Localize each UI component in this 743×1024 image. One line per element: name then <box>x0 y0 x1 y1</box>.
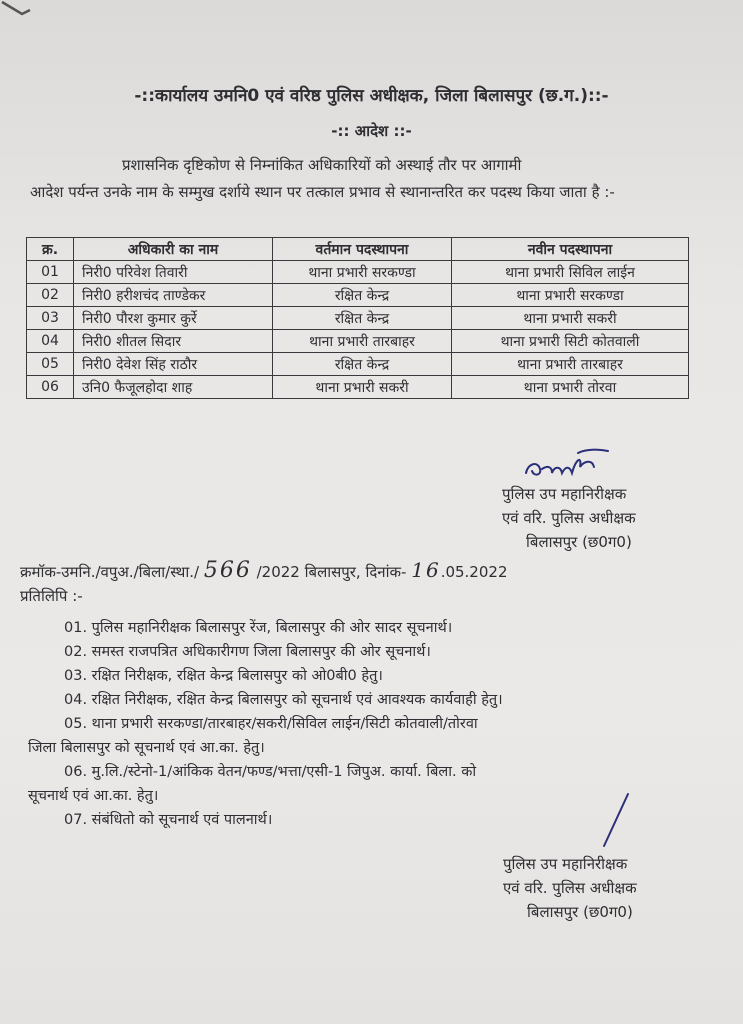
list-item: 04. रक्षित निरीक्षक, रक्षित केन्द्र बिलासपुर को सूचनार्थ एवं आवश्यक कार्यवाही हेतु। <box>64 692 503 708</box>
list-item: 06. मु.लि./स्टेनो-1/आंकिक वेतन/फण्ड/भत्ता/एसी-1 जिपुअ. कार्या. बिला. को <box>64 764 477 780</box>
reference-day: 16 <box>411 558 441 582</box>
table-row <box>27 353 689 376</box>
signatory-line-3: बिलासपुर (छ0ग0) <box>527 903 633 921</box>
table-header-row <box>27 238 689 261</box>
table-row <box>27 330 689 353</box>
reference-suffix: .05.2022 <box>440 563 508 581</box>
cell-current-posting: थाना प्रभारी तारबाहर <box>273 330 452 353</box>
table-row <box>27 284 689 307</box>
cell-serial: 05 <box>27 353 74 376</box>
list-item: 01. पुलिस महानिरीक्षक बिलासपुर रेंज, बिलासपुर की ओर सादर सूचनार्थ। <box>64 620 453 636</box>
order-heading: -:: आदेश ::- <box>331 122 412 140</box>
intro-rest: आदेश पर्यन्त उनके नाम के सम्मुख दर्शाये स्थान पर तत्काल प्रभाव से स्थानान्तरित कर पदस्थ किया जाता है :- <box>30 183 615 201</box>
cell-officer-name: निरी0 शीतल सिदार <box>74 330 273 353</box>
table-row <box>27 376 689 399</box>
signatory-line-3: बिलासपुर (छ0ग0) <box>526 533 632 551</box>
office-title: -::कार्यालय उमनि0 एवं वरिष्ठ पुलिस अधीक्षक, जिला बिलासपुर (छ.ग.)::- <box>134 86 609 106</box>
cell-officer-name: निरी0 हरीशचंद ताण्डेकर <box>74 284 273 307</box>
transfer-table <box>26 237 689 399</box>
cell-officer-name: उनि0 फैजूलहोदा शाह <box>74 376 273 399</box>
cell-current-posting: रक्षित केन्द्र <box>273 307 452 330</box>
list-item: 02. समस्त राजपत्रित अधिकारीगण जिला बिलासपुर की ओर सूचनार्थ। <box>64 644 431 660</box>
col-serial: क्र. <box>27 238 74 261</box>
cell-current-posting: रक्षित केन्द्र <box>273 284 452 307</box>
cell-serial: 01 <box>27 261 74 284</box>
cell-officer-name: निरी0 देवेश सिंह राठौर <box>74 353 273 376</box>
col-new-posting: नवीन पदस्थापना <box>452 238 689 261</box>
col-officer-name: अधिकारी का नाम <box>74 238 273 261</box>
list-item: 05. थाना प्रभारी सरकण्डा/तारबाहर/सकरी/सिविल लाईन/सिटी कोतवाली/तोरवा <box>64 716 478 732</box>
cell-new-posting: थाना प्रभारी तारबाहर <box>452 353 689 376</box>
signatory-block-2 <box>503 852 637 924</box>
staple-mark <box>0 0 40 20</box>
cell-serial: 04 <box>27 330 74 353</box>
list-item-continuation: जिला बिलासपुर को सूचनार्थ एवं आ.का. हेतु। <box>28 740 265 756</box>
signatory-block-1 <box>502 482 636 554</box>
list-item: 03. रक्षित निरीक्षक, रक्षित केन्द्र बिलासपुर को ओ0बी0 हेतु। <box>64 668 383 684</box>
signature-2 <box>596 790 636 850</box>
cell-new-posting: थाना प्रभारी तोरवा <box>452 376 689 399</box>
signatory-line-1: पुलिस उप महानिरीक्षक <box>503 855 628 873</box>
cell-current-posting: थाना प्रभारी सकरी <box>273 376 452 399</box>
cell-serial: 06 <box>27 376 74 399</box>
list-item: 07. संबंधितो को सूचनार्थ एवं पालनार्थ। <box>64 812 273 828</box>
cell-new-posting: थाना प्रभारी सिटी कोतवाली <box>452 330 689 353</box>
reference-middle: /2022 बिलासपुर, दिनांक- <box>256 563 407 581</box>
copy-label: प्रतिलिपि :- <box>20 587 83 605</box>
signatory-line-1: पुलिस उप महानिरीक्षक <box>502 485 627 503</box>
col-current-posting: वर्तमान पदस्थापना <box>273 238 452 261</box>
table-row <box>27 307 689 330</box>
reference-number: 566 <box>203 558 252 583</box>
cell-serial: 02 <box>27 284 74 307</box>
signatory-line-2: एवं वरि. पुलिस अधीक्षक <box>503 879 637 897</box>
cell-current-posting: रक्षित केन्द्र <box>273 353 452 376</box>
cell-new-posting: थाना प्रभारी सरकण्डा <box>452 284 689 307</box>
signatory-line-2: एवं वरि. पुलिस अधीक्षक <box>502 509 636 527</box>
cell-officer-name: निरी0 पौरश कुमार कुर्रे <box>74 307 273 330</box>
signature-1 <box>522 445 612 485</box>
cell-new-posting: थाना प्रभारी सिविल लाईन <box>452 261 689 284</box>
cell-current-posting: थाना प्रभारी सरकण्डा <box>273 261 452 284</box>
table-row <box>27 261 689 284</box>
cell-serial: 03 <box>27 307 74 330</box>
list-item-continuation: सूचनार्थ एवं आ.का. हेतु। <box>28 788 159 804</box>
intro-line-1: प्रशासनिक दृष्टिकोण से निम्नांकित अधिकारियों को अस्थाई तौर पर आगामी <box>122 156 522 174</box>
reference-line <box>20 558 507 583</box>
cell-new-posting: थाना प्रभारी सकरी <box>452 307 689 330</box>
cell-officer-name: निरी0 परिवेश तिवारी <box>74 261 273 284</box>
reference-prefix: क्रमॉक-उमनि./वपुअ./बिला/स्था./ <box>20 563 200 581</box>
intro-paragraph <box>30 152 698 206</box>
